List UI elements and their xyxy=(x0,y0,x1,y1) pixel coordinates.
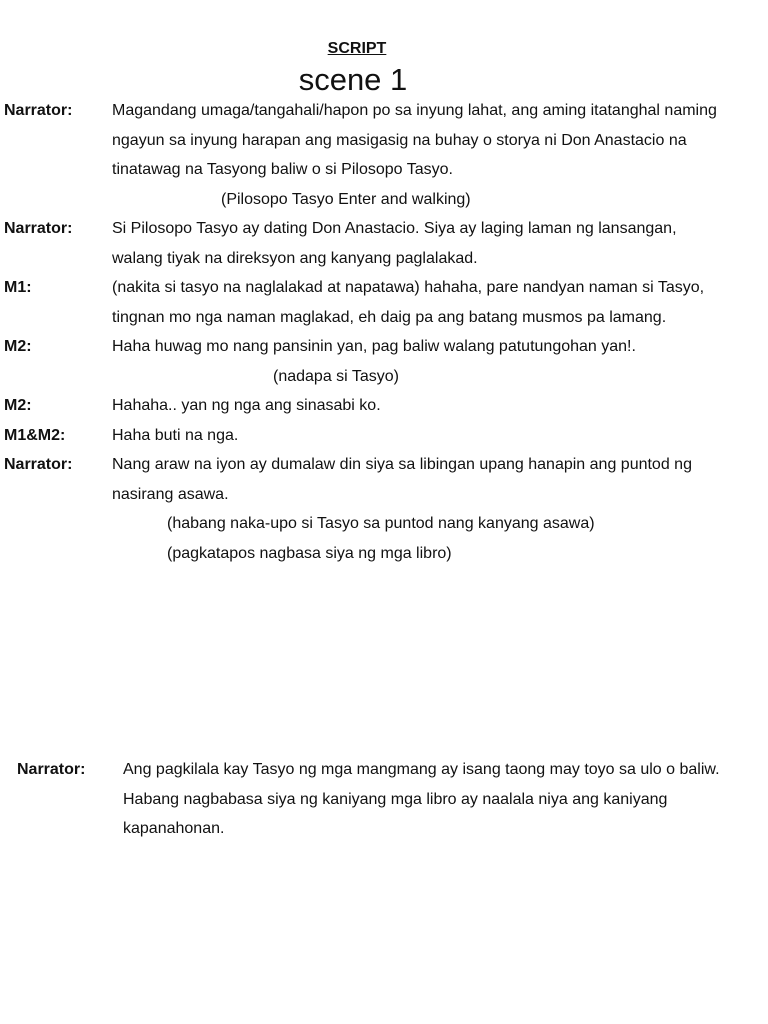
speech-text: Hahaha.. yan ng nga ang sinasabi ko. xyxy=(112,397,381,414)
dialogue-line xyxy=(0,214,768,273)
stage-direction-text: (pagkatapos nagbasa siya ng mga libro) xyxy=(167,544,452,562)
speaker-label: M2: xyxy=(4,338,32,355)
speaker-label: Narrator: xyxy=(17,761,86,778)
speech-text: Haha buti na nga. xyxy=(112,426,239,444)
speaker-label: Narrator: xyxy=(4,102,73,119)
speaker-label: M2: xyxy=(4,397,32,414)
speech-text: Nang araw na iyon ay dumalaw din siya sa libingan upang hanapin ang puntod ng nasirang asawa. xyxy=(112,456,692,503)
stage-direction xyxy=(0,509,768,539)
dialogue-line xyxy=(0,96,768,185)
stage-direction xyxy=(0,185,768,215)
scene-title: scene 1 xyxy=(298,62,408,97)
stage-direction-text: (nadapa si Tasyo) xyxy=(273,367,399,385)
dialogue-line xyxy=(0,332,768,362)
dialogue-line xyxy=(0,421,768,451)
stage-direction xyxy=(0,362,768,392)
script-title: SCRIPT xyxy=(327,40,387,57)
stage-direction-text: (Pilosopo Tasyo Enter and walking) xyxy=(221,190,471,208)
dialogue-line xyxy=(0,755,768,844)
dialogue-line xyxy=(0,391,768,421)
speech-text: Si Pilosopo Tasyo ay dating Don Anastacio. Siya ay laging laman ng lansangan, walang tiyak na direksyon ang kanyang paglalakad. xyxy=(112,220,677,267)
speech-text: Ang pagkilala kay Tasyo ng mga mangmang ay isang taong may toyo sa ulo o baliw. Habang nagbabasa siya ng kaniyang mga libro ay naalala niya ang kaniyang kapanahonan. xyxy=(123,761,720,837)
stage-direction xyxy=(0,539,768,569)
speech-text: (nakita si tasyo na naglalakad at napatawa) hahaha, pare nandyan naman si Tasyo, tingnan mo nga naman maglakad, eh daig pa ang batang musmos pa lamang. xyxy=(112,279,705,326)
stage-direction-text: (habang naka-upo si Tasyo sa puntod nang kanyang asawa) xyxy=(167,515,595,532)
speaker-label: Narrator: xyxy=(4,220,73,237)
script-body-continued xyxy=(0,755,768,844)
dialogue-line xyxy=(0,450,768,509)
dialogue-line xyxy=(0,273,768,332)
speaker-label: M1&M2: xyxy=(4,426,66,444)
speech-text: Magandang umaga/tangahali/hapon po sa inyung lahat, ang aming itatanghal naming ngayun sa inyung harapan ang masigasig na buhay o storya ni Don Anastacio na tinatawag na Tasyong baliw o si Pilosopo Tasyo. xyxy=(112,102,717,178)
speaker-label: M1: xyxy=(4,279,32,296)
speech-text: Haha huwag mo nang pansinin yan, pag baliw walang patutungohan yan!. xyxy=(112,338,636,355)
speaker-label: Narrator: xyxy=(4,456,73,473)
script-body xyxy=(0,96,768,568)
